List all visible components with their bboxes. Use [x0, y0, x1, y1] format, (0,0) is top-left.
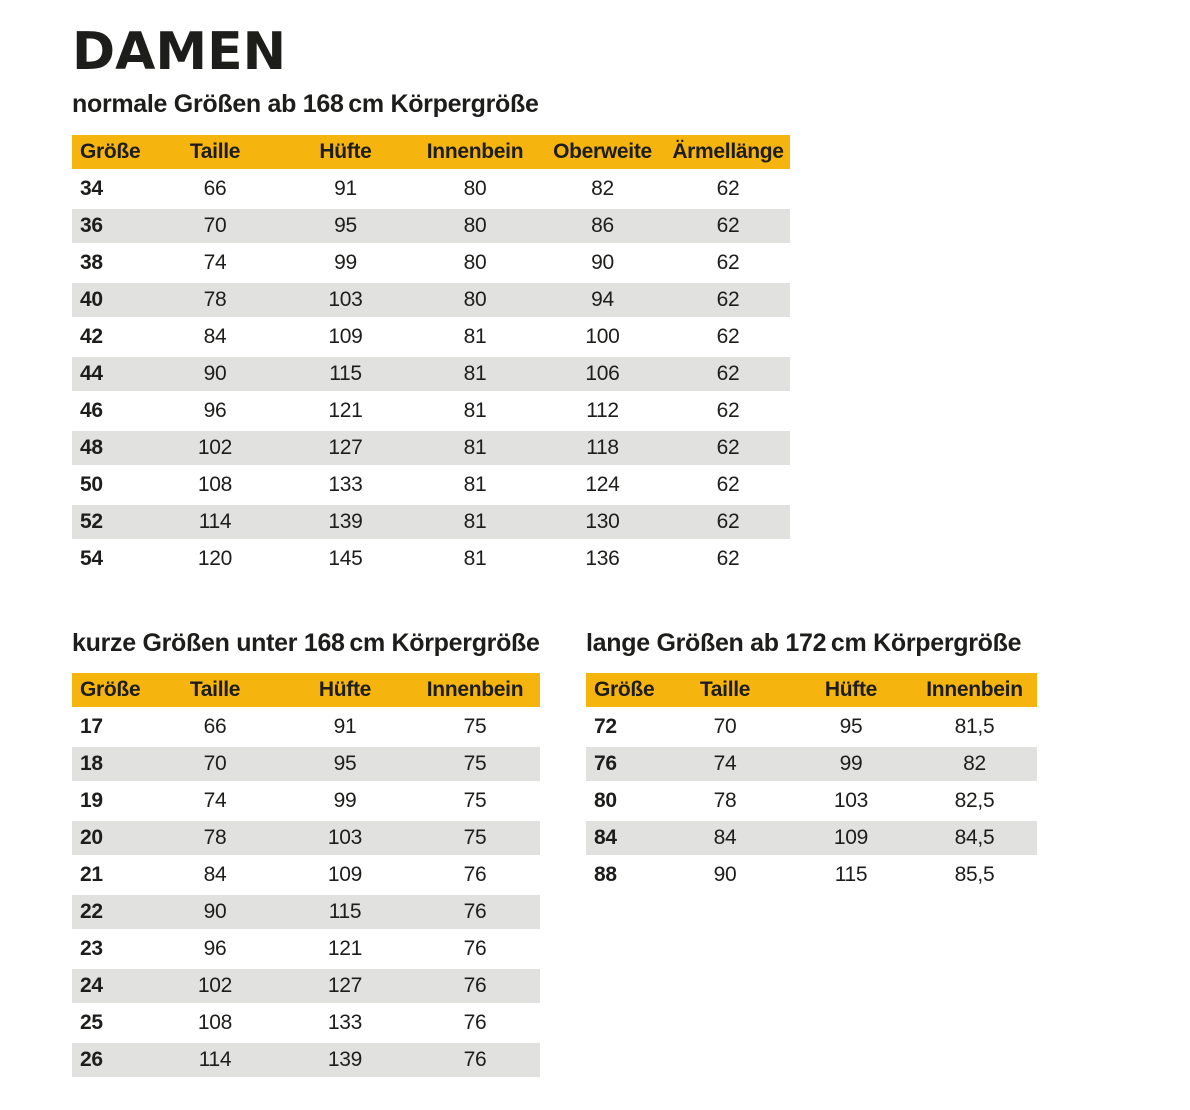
measurement-cell: 95 [839, 715, 863, 738]
measurement-cell: 90 [150, 895, 280, 929]
size-cell: 44 [72, 357, 150, 391]
measurement-cell: 80 [463, 251, 487, 274]
measurement-cell: 66 [203, 177, 227, 200]
measurement-cell: 75 [463, 715, 487, 738]
table-row [72, 895, 540, 929]
column-header-taille: Taille [150, 135, 280, 169]
long-sizes-block [586, 629, 1037, 895]
size-cell: 26 [72, 1043, 150, 1077]
table-row [72, 821, 540, 855]
size-cell: 52 [72, 505, 150, 539]
measurement-cell: 124 [585, 473, 620, 496]
measurement-cell: 62 [716, 473, 740, 496]
measurement-cell: 109 [327, 863, 363, 886]
measurement-cell: 82,5 [954, 789, 995, 812]
size-cell: 50 [80, 473, 103, 496]
table-row [72, 209, 790, 243]
size-cell: 46 [80, 399, 103, 422]
measurement-cell: 109 [328, 325, 363, 348]
table-row [72, 858, 540, 892]
column-header-innenbein: Innenbein [410, 673, 540, 707]
measurement-cell: 115 [280, 895, 410, 929]
measurement-cell: 112 [586, 399, 619, 422]
measurement-cell: 78 [150, 283, 280, 317]
measurement-cell: 75 [463, 789, 487, 812]
size-cell: 84 [586, 821, 660, 855]
measurement-cell: 133 [327, 1011, 363, 1034]
size-cell: 20 [72, 821, 150, 855]
table-row [586, 710, 1037, 744]
measurement-cell: 80 [463, 177, 487, 200]
measurement-cell: 90 [713, 863, 737, 886]
column-header-innenbein: Innenbein [912, 673, 1037, 707]
column-header-hfte: Hüfte [280, 135, 411, 169]
measurement-cell: 106 [539, 357, 666, 391]
measurement-cell: 99 [333, 789, 357, 812]
table-row [72, 932, 540, 966]
column-header-taille: Taille [660, 673, 790, 707]
size-cell: 19 [80, 789, 103, 812]
measurement-cell: 80 [411, 283, 539, 317]
size-cell: 38 [80, 251, 103, 274]
measurement-cell: 96 [203, 937, 227, 960]
column-header-hfte: Hüfte [280, 673, 410, 707]
measurement-cell: 109 [790, 821, 912, 855]
column-header-gre: Größe [72, 135, 150, 169]
measurement-cell: 127 [280, 431, 411, 465]
short-sizes-block [72, 629, 540, 1080]
column-header-innenbein: Innenbein [411, 135, 539, 169]
measurement-cell: 66 [203, 715, 227, 738]
measurement-cell: 78 [713, 789, 737, 812]
measurement-cell: 99 [334, 251, 357, 274]
measurement-cell: 91 [333, 715, 357, 738]
size-cell: 48 [72, 431, 150, 465]
measurement-cell: 62 [716, 399, 740, 422]
measurement-cell: 120 [197, 547, 233, 570]
long-sizes-title: lange Größen ab 172 cm Körpergröße [586, 629, 1022, 657]
size-cell: 72 [594, 715, 617, 738]
measurement-cell: 103 [280, 283, 411, 317]
measurement-cell: 91 [334, 177, 357, 200]
table-row [72, 542, 790, 576]
measurement-cell: 114 [150, 505, 280, 539]
measurement-cell: 75 [410, 821, 540, 855]
size-cell: 40 [72, 283, 150, 317]
header-row [72, 673, 540, 707]
table-row [72, 468, 790, 502]
table-row [586, 858, 1037, 892]
measurement-cell: 108 [197, 1011, 233, 1034]
measurement-cell: 127 [280, 969, 410, 1003]
measurement-cell: 90 [150, 357, 280, 391]
measurement-cell: 81 [463, 325, 487, 348]
measurement-cell: 81,5 [954, 715, 995, 738]
measurement-cell: 62 [716, 177, 740, 200]
measurement-cell: 82 [591, 177, 614, 200]
measurement-cell: 100 [585, 325, 620, 348]
size-cell: 88 [594, 863, 617, 886]
column-header-gre: Größe [586, 673, 660, 707]
measurement-cell: 74 [203, 789, 227, 812]
table-row [72, 505, 790, 539]
normal-sizes-table [72, 132, 790, 579]
size-cell: 17 [80, 715, 103, 738]
measurement-cell: 84 [203, 325, 227, 348]
size-cell: 23 [80, 937, 103, 960]
measurement-cell: 78 [150, 821, 280, 855]
measurement-cell: 70 [150, 209, 280, 243]
measurement-cell: 82 [912, 747, 1037, 781]
size-cell: 80 [594, 789, 617, 812]
measurement-cell: 103 [833, 789, 869, 812]
measurement-cell: 95 [280, 747, 410, 781]
measurement-cell: 80 [411, 209, 539, 243]
measurement-cell: 62 [666, 505, 790, 539]
measurement-cell: 74 [660, 747, 790, 781]
short-sizes-table [72, 670, 540, 1080]
table-row [72, 172, 790, 206]
measurement-cell: 76 [410, 969, 540, 1003]
measurement-cell: 99 [790, 747, 912, 781]
sub-tables-section [72, 629, 1190, 1080]
table-row [72, 394, 790, 428]
measurement-cell: 118 [539, 431, 666, 465]
measurement-cell: 74 [203, 251, 227, 274]
size-cell: 42 [80, 325, 103, 348]
column-header-hfte: Hüfte [790, 673, 912, 707]
measurement-cell: 139 [280, 505, 411, 539]
measurement-cell: 103 [280, 821, 410, 855]
table-row [72, 784, 540, 818]
measurement-cell: 62 [666, 283, 790, 317]
measurement-cell: 121 [327, 937, 363, 960]
size-cell: 34 [80, 177, 103, 200]
measurement-cell: 62 [716, 547, 740, 570]
measurement-cell: 115 [280, 357, 411, 391]
column-header-oberweite: Oberweite [539, 135, 666, 169]
measurement-cell: 139 [280, 1043, 410, 1077]
measurement-cell: 62 [666, 209, 790, 243]
measurement-cell: 145 [328, 547, 363, 570]
table-row [72, 246, 790, 280]
table-row [72, 710, 540, 744]
normal-sizes-subtitle: normale Größen ab 168 cm Körpergröße [72, 90, 539, 118]
measurement-cell: 133 [328, 473, 363, 496]
measurement-cell: 86 [539, 209, 666, 243]
measurement-cell: 62 [666, 431, 790, 465]
table-row [72, 431, 790, 465]
measurement-cell: 90 [591, 251, 614, 274]
header-row [586, 673, 1037, 707]
measurement-cell: 81 [411, 431, 539, 465]
size-cell: 36 [72, 209, 150, 243]
measurement-cell: 81 [463, 547, 487, 570]
measurement-cell: 95 [280, 209, 411, 243]
measurement-cell: 81 [463, 399, 487, 422]
measurement-cell: 76 [410, 1043, 540, 1077]
measurement-cell: 115 [834, 863, 868, 886]
long-sizes-table [586, 670, 1037, 895]
short-sizes-title: kurze Größen unter 168 cm Körpergröße [72, 629, 540, 657]
column-header-gre: Größe [72, 673, 150, 707]
measurement-cell: 84 [203, 863, 227, 886]
measurement-cell: 85,5 [954, 863, 995, 886]
size-cell: 24 [72, 969, 150, 1003]
measurement-cell: 84 [660, 821, 790, 855]
measurement-cell: 76 [463, 863, 487, 886]
measurement-cell: 130 [539, 505, 666, 539]
table-row [72, 1006, 540, 1040]
measurement-cell: 84,5 [912, 821, 1037, 855]
measurement-cell: 121 [328, 399, 363, 422]
measurement-cell: 62 [666, 357, 790, 391]
size-cell: 25 [80, 1011, 103, 1034]
measurement-cell: 114 [150, 1043, 280, 1077]
measurement-cell: 81 [411, 357, 539, 391]
table-row [586, 784, 1037, 818]
column-header-rmellnge: Ärmellänge [666, 135, 790, 169]
table-row [586, 821, 1037, 855]
size-cell: 21 [80, 863, 103, 886]
measurement-cell: 76 [410, 895, 540, 929]
page-title: DAMEN [72, 22, 287, 82]
size-cell: 18 [72, 747, 150, 781]
column-header-taille: Taille [150, 673, 280, 707]
size-cell: 54 [80, 547, 103, 570]
measurement-cell: 94 [539, 283, 666, 317]
measurement-cell: 76 [463, 937, 487, 960]
measurement-cell: 75 [410, 747, 540, 781]
measurement-cell: 62 [716, 251, 740, 274]
measurement-cell: 108 [197, 473, 233, 496]
measurement-cell: 70 [150, 747, 280, 781]
measurement-cell: 96 [203, 399, 227, 422]
measurement-cell: 81 [411, 505, 539, 539]
table-row [72, 320, 790, 354]
table-row [72, 969, 540, 1003]
header-row [72, 135, 790, 169]
table-row [586, 747, 1037, 781]
size-cell: 76 [586, 747, 660, 781]
measurement-cell: 136 [585, 547, 620, 570]
table-row [72, 747, 540, 781]
measurement-cell: 81 [463, 473, 487, 496]
table-row [72, 1043, 540, 1077]
table-row [72, 283, 790, 317]
measurement-cell: 102 [150, 969, 280, 1003]
measurement-cell: 70 [713, 715, 737, 738]
measurement-cell: 62 [716, 325, 740, 348]
measurement-cell: 102 [150, 431, 280, 465]
table-row [72, 357, 790, 391]
measurement-cell: 76 [463, 1011, 487, 1034]
size-cell: 22 [72, 895, 150, 929]
